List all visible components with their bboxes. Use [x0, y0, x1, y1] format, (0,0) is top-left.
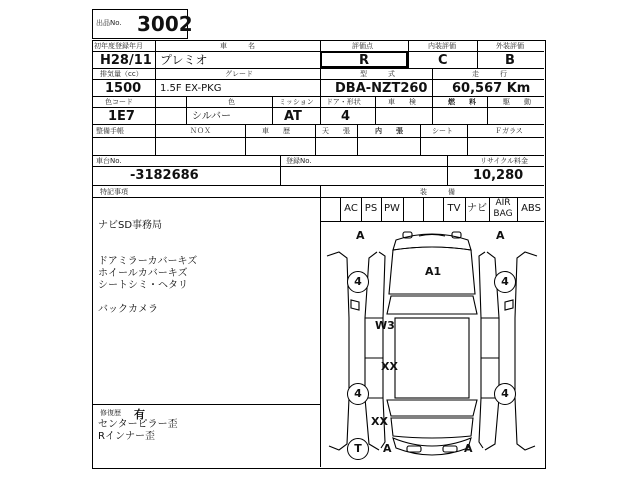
history-label: 車 歴: [262, 127, 290, 135]
mileage-value: 60,567 Km: [452, 81, 531, 96]
plate-label: 登録No.: [286, 157, 312, 165]
color-code-label: 色コード: [105, 98, 133, 106]
lot-number-box: [92, 9, 193, 39]
doors-label: ドア・形状: [326, 98, 361, 106]
tire-front-left: 4: [347, 271, 369, 293]
interior-grade-label: 内装評価: [428, 42, 456, 50]
recycle-value: 10,280: [473, 168, 524, 183]
note-line: ホイールカバーキズ: [98, 268, 188, 279]
mark-a-bottom-left: A: [383, 442, 392, 455]
mark-a-bottom-right: A: [464, 442, 473, 455]
car-diagram: [321, 222, 543, 466]
grade-value: 1.5F EX-PKG: [160, 83, 222, 94]
score-label: 評価点: [352, 42, 373, 50]
tire-front-right: 4: [494, 271, 516, 293]
equipment-label: 装 備: [420, 188, 455, 196]
interior-grade-value: C: [438, 53, 448, 68]
car-name-value: プレミオ: [160, 53, 208, 67]
equipment-airbag: AIR BAG: [493, 198, 513, 219]
model-value: DBA-NZT260: [335, 81, 428, 96]
mark-w3: W3: [375, 319, 395, 332]
mission-value: AT: [284, 109, 302, 124]
equipment-row: [340, 197, 544, 221]
grade-label: グレード: [225, 70, 253, 78]
doors-value: 4: [341, 109, 351, 124]
tire-rear-left: 4: [347, 383, 369, 405]
interior-trim-label: 内 張: [375, 127, 403, 135]
reg-date-label: 初年度登録年月: [94, 42, 143, 50]
mark-xx-mid: XX: [381, 360, 398, 373]
chassis-label: 車台No.: [96, 157, 122, 165]
lot-number-label: 出品No.: [96, 19, 122, 27]
sunroof-label: 天 張: [322, 127, 350, 135]
color-label: 色: [228, 98, 235, 106]
mark-a-top-left: A: [356, 229, 365, 242]
mark-a-top-right: A: [496, 229, 505, 242]
note-line: バックカメラ: [98, 304, 158, 315]
displacement-label: 排気量（cc）: [100, 70, 143, 78]
note-line: ドアミラーカバーキズ: [98, 256, 198, 267]
exterior-grade-label: 外装評価: [496, 42, 524, 50]
repair-label: 修復歴: [100, 409, 121, 417]
mark-xx-bottom: XX: [371, 415, 388, 428]
equipment-navi: ナビ: [467, 203, 487, 214]
repair-value: 有: [134, 408, 145, 421]
car-name-label: 車 名: [220, 42, 255, 50]
mission-label: ミッション: [279, 98, 314, 106]
color-code-value: 1E7: [108, 109, 135, 124]
mileage-label: 走 行: [472, 70, 507, 78]
fuel-label: 燃 料: [448, 98, 476, 106]
mark-a1: A1: [425, 265, 442, 278]
drive-label: 駆 動: [503, 98, 531, 106]
seat-label: シート: [432, 127, 453, 135]
equipment-ac: AC: [344, 203, 358, 214]
chassis-value: -3182686: [130, 168, 199, 183]
note-line: ナビSD事務局: [98, 220, 163, 231]
equipment-tv: TV: [447, 203, 461, 214]
repair-line: Rインナー歪: [98, 431, 155, 442]
repair-line: センターピラー歪: [98, 419, 178, 430]
glass-label: Ｆガラス: [495, 127, 523, 135]
recycle-label: リサイクル料金: [480, 157, 529, 165]
nox-label: ＮＯＸ: [190, 127, 211, 135]
tire-rear-right: 4: [494, 383, 516, 405]
model-label: 型 式: [360, 70, 395, 78]
inspection-label: 車 検: [388, 98, 416, 106]
lot-number: 3002: [137, 12, 193, 36]
reg-date-value: H28/11: [100, 53, 152, 68]
equipment-abs: ABS: [521, 203, 541, 214]
exterior-grade-value: B: [505, 53, 515, 68]
equipment-ps: PS: [364, 203, 378, 214]
manual-label: 整備手帳: [96, 127, 124, 135]
displacement-value: 1500: [105, 81, 142, 96]
spare-tire-circle: T: [347, 438, 369, 460]
notes-label: 特記事項: [100, 188, 128, 196]
note-line: シートシミ・ヘタリ: [98, 280, 188, 291]
color-value: シルバー: [192, 111, 232, 122]
score-value: R: [359, 53, 370, 68]
equipment-pw: PW: [384, 203, 400, 214]
